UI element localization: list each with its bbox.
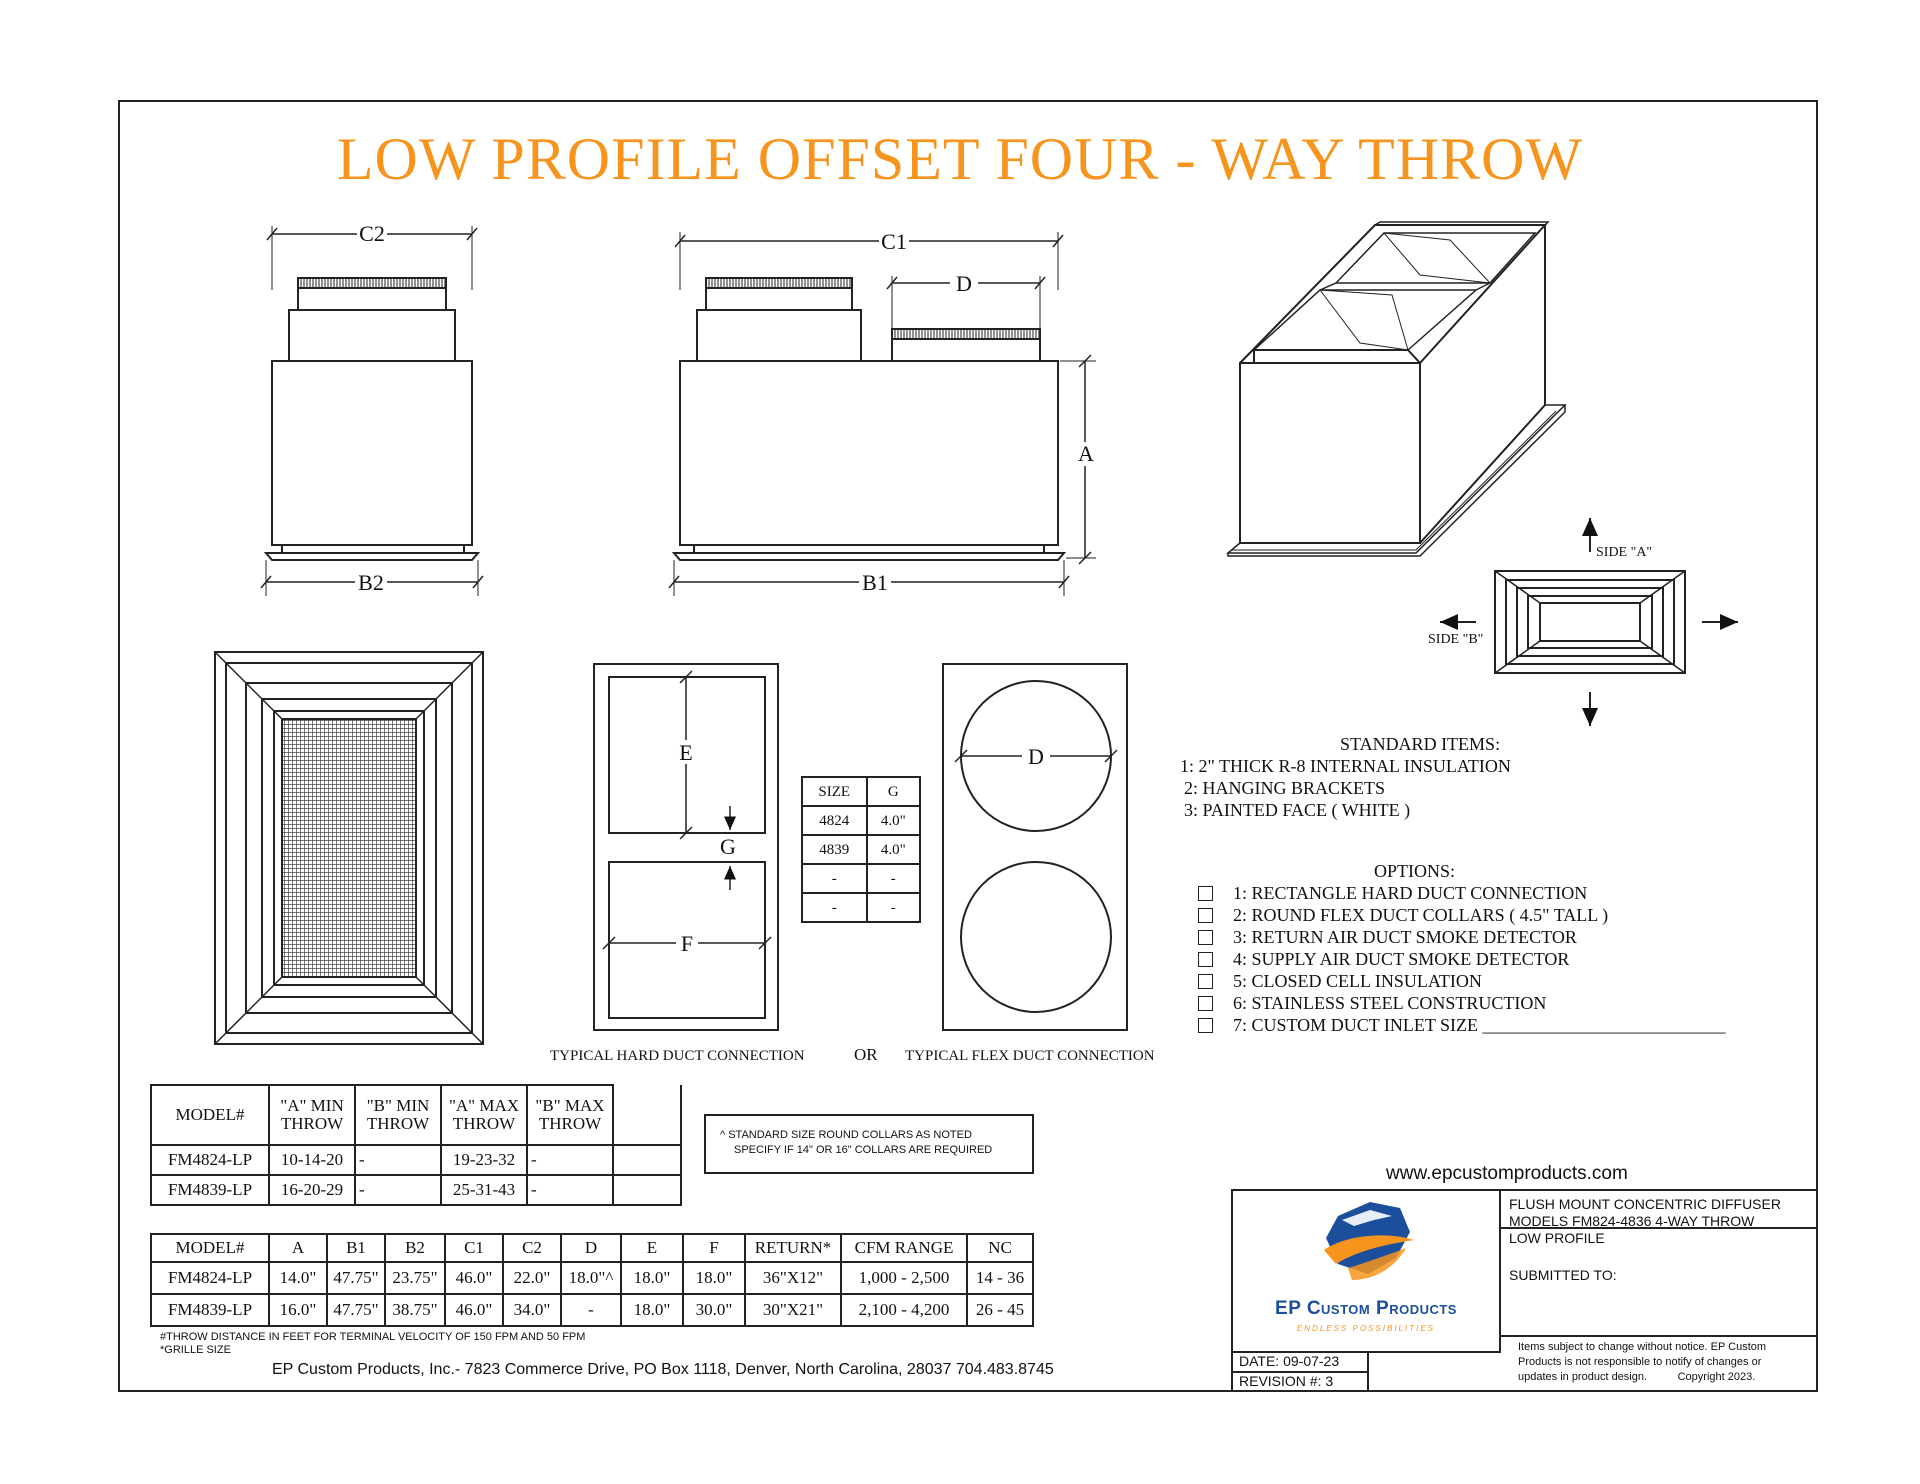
revision-label: REVISION #: 3 <box>1239 1373 1334 1389</box>
table-header-cell: "B" MIN THROW <box>355 1085 441 1145</box>
table-cell: - <box>527 1175 613 1205</box>
table-cell: 47.75" <box>327 1262 385 1294</box>
table-row <box>151 1145 681 1175</box>
option-checkbox[interactable] <box>1198 952 1213 967</box>
ep-logo-icon <box>1318 1198 1418 1290</box>
table-cell: 34.0" <box>503 1294 561 1326</box>
table-header-row <box>151 1234 1033 1262</box>
option-label: 7: CUSTOM DUCT INLET SIZE ___________________________ <box>1233 1015 1726 1035</box>
option-label: 5: CLOSED CELL INSULATION <box>1233 971 1482 991</box>
table-cell: 22.0" <box>503 1262 561 1294</box>
throw-footnote: #THROW DISTANCE IN FEET FOR TERMINAL VELOCITY OF 150 FPM AND 50 FPM <box>160 1331 586 1343</box>
table-cell: 18.0"^ <box>561 1262 621 1294</box>
table-cell: FM4839-LP <box>151 1175 269 1205</box>
footnotes <box>160 1331 585 1357</box>
title-block-description <box>1509 1196 1781 1247</box>
table-blank-cell <box>613 1145 681 1175</box>
table-header-cell: MODEL# <box>151 1085 269 1145</box>
hard-duct-connection-view <box>594 664 778 1030</box>
table-header-cell: "B" MAX THROW <box>527 1085 613 1145</box>
dim-b2-label: B2 <box>358 570 384 595</box>
table-blank-cell <box>613 1175 681 1205</box>
table-header-cell: "A" MAX THROW <box>441 1085 527 1145</box>
table-header-cell: B2 <box>385 1234 445 1262</box>
logo-company-name: EP Custom Products <box>1275 1298 1457 1319</box>
option-checkbox[interactable] <box>1198 930 1213 945</box>
table-row <box>802 893 920 922</box>
dim-d-label: D <box>956 271 972 296</box>
table-row <box>802 835 920 864</box>
table-cell: - <box>527 1145 613 1175</box>
table-header-cell: MODEL# <box>151 1234 269 1262</box>
table-cell: FM4839-LP <box>151 1294 269 1326</box>
table-header-cell: F <box>683 1234 745 1262</box>
disclaimer-line: updates in product design. Copyright 2023. <box>1518 1371 1756 1383</box>
table-row <box>151 1175 681 1205</box>
table-cell: 38.75" <box>385 1294 445 1326</box>
table-cell: 4824 <box>802 806 867 835</box>
collar-note-box <box>704 1114 1034 1174</box>
dim-g-label: G <box>720 834 736 859</box>
table-cell: 46.0" <box>445 1262 503 1294</box>
table-header-cell: SIZE <box>802 777 867 806</box>
table-header-cell: NC <box>967 1234 1033 1262</box>
table-cell: 46.0" <box>445 1294 503 1326</box>
option-label: 1: RECTANGLE HARD DUCT CONNECTION <box>1233 883 1588 903</box>
table-cell: - <box>561 1294 621 1326</box>
option-item[interactable] <box>1198 882 1726 904</box>
option-item[interactable] <box>1198 926 1726 948</box>
standard-items <box>1180 733 1511 821</box>
table-header-row <box>151 1085 681 1145</box>
table-cell: 26 - 45 <box>967 1294 1033 1326</box>
table-header-cell: D <box>561 1234 621 1262</box>
standard-items-heading: STANDARD ITEMS: <box>1340 734 1501 754</box>
or-caption: OR <box>854 1045 878 1064</box>
dim-d-circle-label: D <box>1028 744 1044 769</box>
submitted-to-label: SUBMITTED TO: <box>1509 1267 1617 1283</box>
table-cell: - <box>867 893 920 922</box>
table-cell: 19-23-32 <box>441 1145 527 1175</box>
table-row <box>802 806 920 835</box>
standard-item: 3: PAINTED FACE ( WHITE ) <box>1184 800 1411 820</box>
table-cell: 14.0" <box>269 1262 327 1294</box>
table-cell: 14 - 36 <box>967 1262 1033 1294</box>
table-cell: - <box>355 1175 441 1205</box>
option-checkbox[interactable] <box>1198 996 1213 1011</box>
table-cell: 18.0" <box>621 1262 683 1294</box>
table-header-cell: CFM RANGE <box>841 1234 967 1262</box>
table-header-cell: C1 <box>445 1234 503 1262</box>
drawing-title: LOW PROFILE OFFSET FOUR - WAY THROW <box>336 126 1584 192</box>
logo-tagline: ENDLESS POSSIBILITIES <box>1296 1324 1436 1333</box>
table-header-cell: RETURN* <box>745 1234 841 1262</box>
size-g-table <box>801 776 921 923</box>
disclaimer-line: Items subject to change without notice. EP Custom <box>1518 1341 1767 1353</box>
isometric-view <box>1228 222 1565 556</box>
table-cell: 30"X21" <box>745 1294 841 1326</box>
table-header-cell: A <box>269 1234 327 1262</box>
dim-f-label: F <box>680 931 694 956</box>
description-line: FLUSH MOUNT CONCENTRIC DIFFUSER <box>1509 1196 1781 1212</box>
dim-c1-label: C1 <box>881 229 907 254</box>
table-cell: - <box>802 893 867 922</box>
description-line: MODELS FM824-4836 4-WAY THROW <box>1509 1213 1755 1229</box>
dim-a-label: A <box>1078 441 1094 466</box>
table-cell: - <box>355 1145 441 1175</box>
table-cell: 16.0" <box>269 1294 327 1326</box>
option-checkbox[interactable] <box>1198 886 1213 901</box>
standard-item: 1: 2" THICK R-8 INTERNAL INSULATION <box>1180 756 1511 776</box>
flex-duct-caption: TYPICAL FLEX DUCT CONNECTION <box>905 1048 1155 1064</box>
table-cell: 30.0" <box>683 1294 745 1326</box>
collar-note-line: SPECIFY IF 14" OR 16" COLLARS ARE REQUIRED <box>734 1144 993 1156</box>
dim-c2-label: C2 <box>359 221 385 246</box>
table-row <box>802 864 920 893</box>
option-checkbox[interactable] <box>1198 974 1213 989</box>
table-cell: 4.0" <box>867 835 920 864</box>
table-cell: - <box>802 864 867 893</box>
table-header-cell: G <box>867 777 920 806</box>
date-label: DATE: 09-07-23 <box>1239 1353 1340 1369</box>
table-cell: 10-14-20 <box>269 1145 355 1175</box>
dimension-table <box>150 1233 1034 1327</box>
table-row <box>151 1294 1033 1326</box>
option-checkbox[interactable] <box>1198 1018 1213 1033</box>
hard-duct-caption: TYPICAL HARD DUCT CONNECTION <box>550 1048 805 1064</box>
option-item[interactable] <box>1198 948 1726 970</box>
option-label: 4: SUPPLY AIR DUCT SMOKE DETECTOR <box>1233 949 1570 969</box>
table-cell: 1,000 - 2,500 <box>841 1262 967 1294</box>
collar-note-line: ^ STANDARD SIZE ROUND COLLARS AS NOTED <box>720 1129 972 1141</box>
standard-item: 2: HANGING BRACKETS <box>1184 778 1386 798</box>
side-b-label: SIDE "B" <box>1428 632 1484 647</box>
table-header-cell: B1 <box>327 1234 385 1262</box>
side-orientation-view <box>1440 518 1738 726</box>
table-row <box>151 1262 1033 1294</box>
website-link[interactable]: www.epcustomproducts.com <box>1386 1163 1628 1184</box>
table-cell: 2,100 - 4,200 <box>841 1294 967 1326</box>
dim-e-label: E <box>679 740 693 765</box>
option-checkbox[interactable] <box>1198 908 1213 923</box>
disclaimer-line: Products is not responsible to notify of changes or <box>1518 1356 1762 1368</box>
table-cell: 4.0" <box>867 806 920 835</box>
dim-b1-label: B1 <box>862 570 888 595</box>
side-a-label: SIDE "A" <box>1596 545 1653 560</box>
table-cell: - <box>867 864 920 893</box>
table-cell: 4839 <box>802 835 867 864</box>
side-view-b2 <box>261 226 483 596</box>
table-cell: 18.0" <box>683 1262 745 1294</box>
company-address: EP Custom Products, Inc.- 7823 Commerce Drive, PO Box 1118, Denver, North Carolina, 28037 704.483.8745 <box>272 1361 1054 1378</box>
option-label: 2: ROUND FLEX DUCT COLLARS ( 4.5" TALL ) <box>1233 905 1609 925</box>
option-item[interactable] <box>1198 992 1726 1014</box>
table-header-cell: C2 <box>503 1234 561 1262</box>
disclaimer <box>1518 1340 1766 1385</box>
table-cell: 25-31-43 <box>441 1175 527 1205</box>
table-blank-cell <box>613 1085 681 1145</box>
table-cell: 23.75" <box>385 1262 445 1294</box>
table-cell: FM4824-LP <box>151 1145 269 1175</box>
options-list <box>1198 860 1726 1036</box>
table-cell: 36"X12" <box>745 1262 841 1294</box>
table-header-row <box>802 777 920 806</box>
table-cell: 47.75" <box>327 1294 385 1326</box>
flex-duct-connection-view <box>943 664 1127 1030</box>
grille-face-view <box>215 652 483 1044</box>
table-header-cell: "A" MIN THROW <box>269 1085 355 1145</box>
front-view-b1 <box>669 232 1096 596</box>
grille-footnote: *GRILLE SIZE <box>160 1344 231 1356</box>
description-line: LOW PROFILE <box>1509 1230 1605 1246</box>
option-item[interactable] <box>1198 970 1726 992</box>
option-item[interactable] <box>1198 904 1726 926</box>
option-item[interactable] <box>1198 1014 1726 1036</box>
option-label: 6: STAINLESS STEEL CONSTRUCTION <box>1233 993 1547 1013</box>
table-cell: 18.0" <box>621 1294 683 1326</box>
option-label: 3: RETURN AIR DUCT SMOKE DETECTOR <box>1233 927 1577 947</box>
options-heading: OPTIONS: <box>1374 861 1456 881</box>
table-header-cell: E <box>621 1234 683 1262</box>
table-cell: 16-20-29 <box>269 1175 355 1205</box>
table-cell: FM4824-LP <box>151 1262 269 1294</box>
throw-table <box>150 1084 682 1206</box>
